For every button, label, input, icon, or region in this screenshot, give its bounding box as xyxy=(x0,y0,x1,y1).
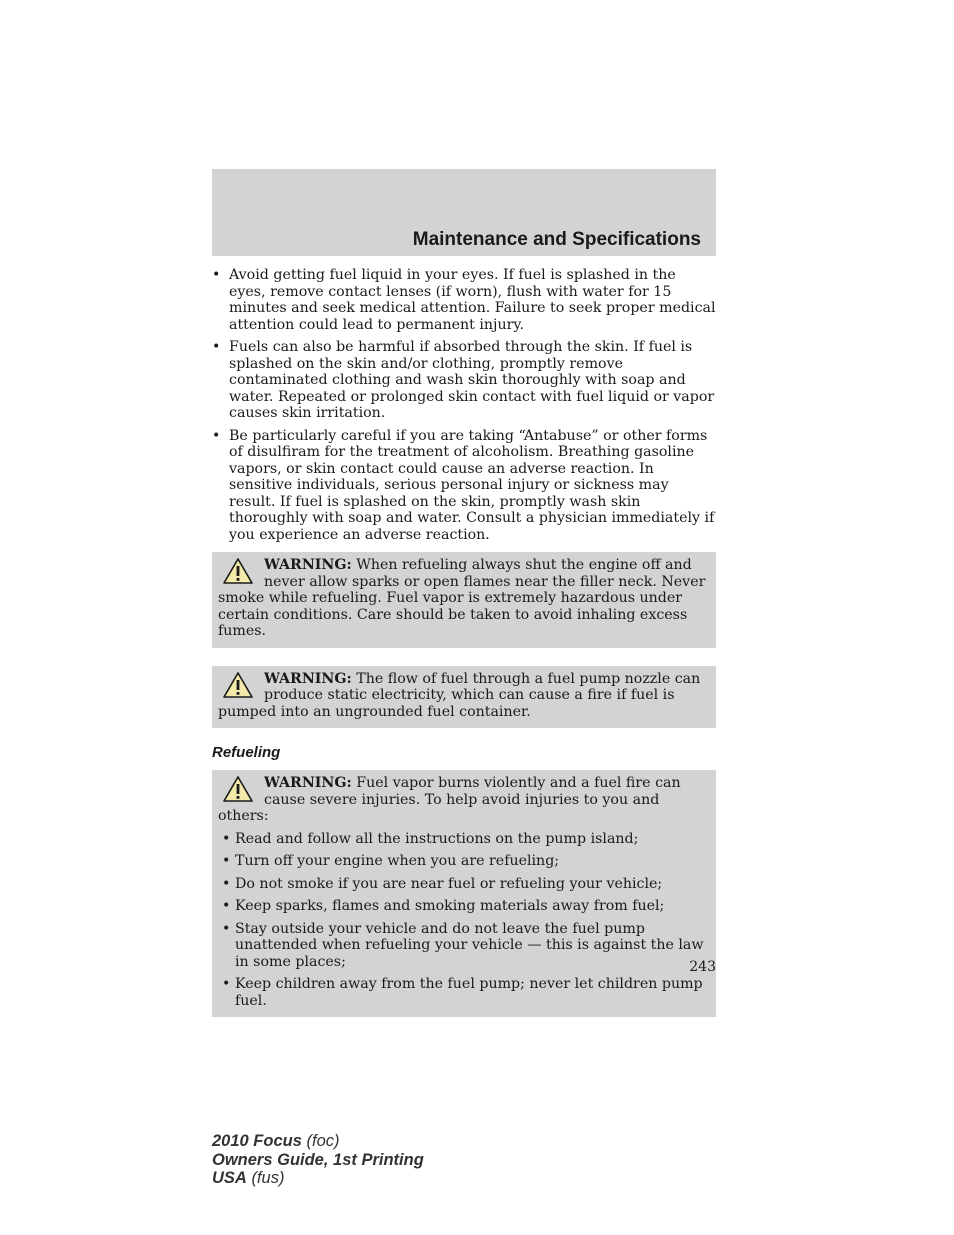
list-item xyxy=(218,876,710,893)
bullet-glyph: • xyxy=(212,427,221,444)
warning-body: Fuel vapor burns violently and a fuel fire can cause severe injuries. To help avoid injuries to you and others: xyxy=(218,775,681,824)
refueling-bullet-list xyxy=(218,831,710,1010)
warning-label: WARNING: xyxy=(264,557,352,573)
list-item xyxy=(212,267,716,333)
page-number: 243 xyxy=(689,959,716,975)
warning-box-static xyxy=(212,666,716,729)
page-content xyxy=(212,267,716,1017)
list-item xyxy=(218,853,710,870)
warning-body: When refueling always shut the engine off and never allow sparks or open flames near the filler neck. Never smoke while refueling. Fuel vapor is extremely hazardous under certain conditions. Care should be taken to avoid inhaling excess fumes. xyxy=(218,557,706,639)
bullet-glyph: • xyxy=(212,267,221,283)
header-band xyxy=(212,169,716,256)
warning-triangle-icon xyxy=(222,671,254,699)
list-item-text: Turn off your engine when you are refueling; xyxy=(235,853,560,869)
list-item xyxy=(212,339,716,422)
footer-line xyxy=(212,1151,424,1170)
warning-triangle-icon xyxy=(222,557,254,585)
warning-box-refueling xyxy=(212,770,716,1017)
warning-triangle-icon xyxy=(222,775,254,803)
bullet-glyph: • xyxy=(222,920,231,937)
warning-label: WARNING: xyxy=(264,775,352,791)
footer-line xyxy=(212,1169,424,1188)
list-item xyxy=(218,976,710,1009)
list-item xyxy=(218,898,710,915)
warning-body: The flow of fuel through a fuel pump nozzle can produce static electricity, which can cause a fire if fuel is pumped into an ungrounded fuel container. xyxy=(218,670,701,720)
list-item xyxy=(212,428,716,544)
list-item-text: Keep sparks, flames and smoking materials away from fuel; xyxy=(235,898,665,914)
bullet-glyph: • xyxy=(222,898,231,914)
bullet-glyph: • xyxy=(222,830,231,847)
list-item-text: Avoid getting fuel liquid in your eyes. If fuel is splashed in the eyes, remove contact lenses (if worn), flush with water for 15 minutes and seek medical attention. Failure to seek proper medical attention could lead to permanent injury. xyxy=(229,267,716,333)
intro-bullet-list xyxy=(212,267,716,543)
footer-model-code: (foc) xyxy=(306,1132,340,1150)
bullet-glyph: • xyxy=(222,976,231,992)
warning-text xyxy=(218,557,710,640)
bullet-glyph: • xyxy=(222,875,231,892)
list-item-text: Stay outside your vehicle and do not leave the fuel pump unattended when refueling your vehicle — this is against the law in some places; xyxy=(235,920,704,970)
list-item xyxy=(218,831,710,848)
footer-market-code: (fus) xyxy=(251,1169,285,1187)
footer-line xyxy=(212,1132,424,1151)
footer-market: USA xyxy=(212,1169,247,1187)
list-item-text: Fuels can also be harmful if absorbed through the skin. If fuel is splashed on the skin and/or clothing, promptly remove contaminated clothing and wash skin thoroughly with soap and water. Repeated or prolonged skin contact with fuel liquid or vapor causes skin irritation. xyxy=(229,339,715,421)
list-item-text: Keep children away from the fuel pump; never let children pump fuel. xyxy=(235,976,703,1009)
print-footer xyxy=(212,1132,424,1188)
list-item xyxy=(218,921,710,971)
section-title: Maintenance and Specifications xyxy=(412,229,701,250)
footer-edition: Owners Guide, 1st Printing xyxy=(212,1150,424,1169)
warning-text xyxy=(218,775,710,825)
warning-label: WARNING: xyxy=(264,670,352,687)
warning-box-engine-off xyxy=(212,552,716,648)
footer-model: 2010 Focus xyxy=(212,1132,302,1150)
list-item-text: Read and follow all the instructions on the pump island; xyxy=(235,830,639,847)
list-item-text: Do not smoke if you are near fuel or refueling your vehicle; xyxy=(235,875,663,892)
bullet-glyph: • xyxy=(222,853,231,869)
warning-text xyxy=(218,671,710,721)
refueling-heading: Refueling xyxy=(212,744,281,761)
bullet-glyph: • xyxy=(212,339,221,355)
list-item-text: Be particularly careful if you are taking “Antabuse” or other forms of disulfiram for the treatment of alcoholism. Breathing gasoline vapors, or skin contact could cause an adverse reaction. In sensitive individuals, serious personal injury or sickness may result. If fuel is splashed on the skin, promptly wash skin thoroughly with soap and water. Consult a physician immediately if you experience an adverse reaction. xyxy=(229,427,715,543)
